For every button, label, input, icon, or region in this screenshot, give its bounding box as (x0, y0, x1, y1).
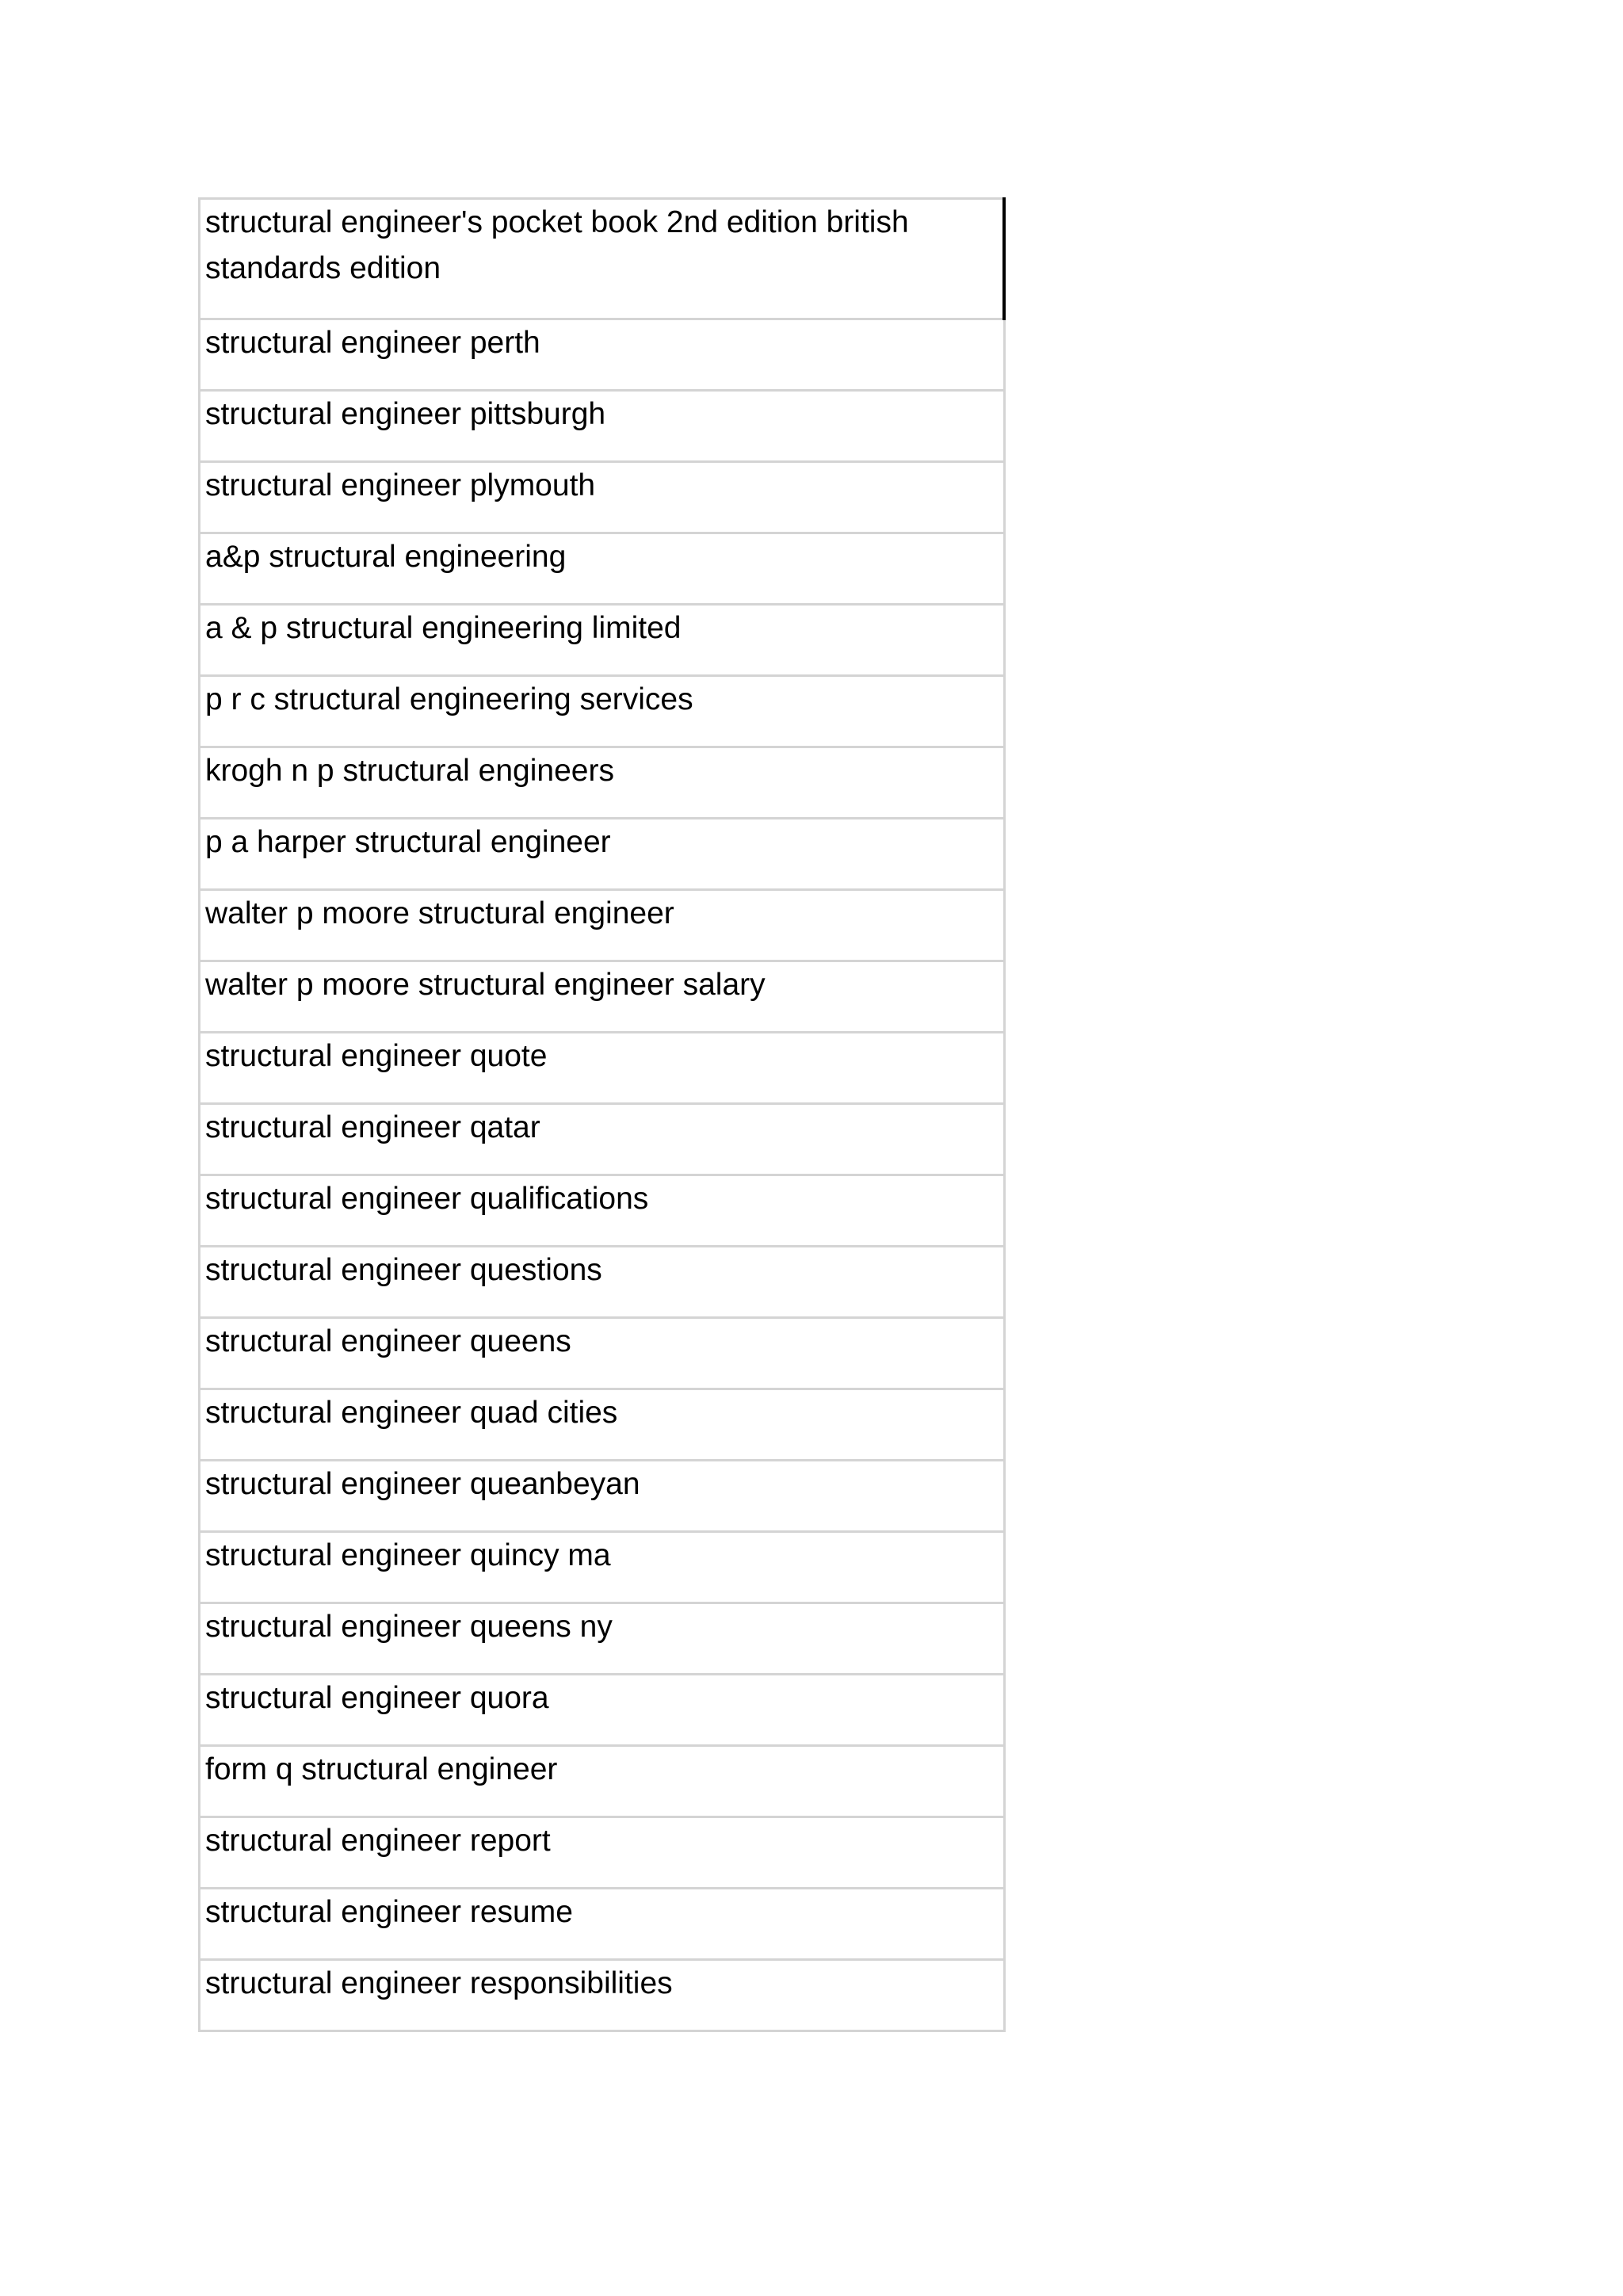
table-cell (200, 1247, 1005, 1318)
table-row (200, 391, 1005, 462)
table-row (200, 1033, 1005, 1104)
cell-text: a&p structural engineering (205, 540, 567, 574)
table-cell (200, 961, 1005, 1033)
table-row (200, 1175, 1005, 1247)
table-row (200, 1532, 1005, 1603)
table-cell (200, 199, 1005, 319)
table-row (200, 961, 1005, 1033)
cell-text: structural engineer quora (205, 1681, 549, 1715)
cell-text: structural engineer's pocket book 2nd edition british standards edition (205, 205, 909, 285)
table-row (200, 199, 1005, 319)
table-cell (200, 1675, 1005, 1746)
cell-text: p r c structural engineering services (205, 682, 693, 716)
table-row (200, 1746, 1005, 1817)
table-cell (200, 1175, 1005, 1247)
table-row (200, 462, 1005, 533)
table-cell (200, 605, 1005, 676)
table-row (200, 1817, 1005, 1889)
table-row (200, 1104, 1005, 1175)
table-cell (200, 319, 1005, 391)
table-cell (200, 747, 1005, 819)
cell-text: p a harper structural engineer (205, 825, 611, 859)
keyword-table (198, 197, 1006, 2032)
table-row (200, 1461, 1005, 1532)
cell-text: walter p moore structural engineer salary (205, 968, 766, 1002)
cell-text: walter p moore structural engineer (205, 896, 674, 930)
table-cell (200, 1104, 1005, 1175)
table-cell (200, 1817, 1005, 1889)
table-cell (200, 462, 1005, 533)
table-cell (200, 533, 1005, 605)
table-row (200, 819, 1005, 890)
cell-text: structural engineer pittsburgh (205, 397, 606, 431)
cell-text: structural engineer queens (205, 1324, 571, 1358)
cell-text: a & p structural engineering limited (205, 611, 682, 645)
table-cell (200, 890, 1005, 961)
table-row (200, 1960, 1005, 2031)
table-row (200, 319, 1005, 391)
cell-text: structural engineer questions (205, 1253, 602, 1287)
cell-text: structural engineer qualifications (205, 1182, 649, 1216)
table-cell (200, 1532, 1005, 1603)
cell-text: krogh n p structural engineers (205, 754, 614, 788)
table-row (200, 1889, 1005, 1960)
table-cell (200, 1889, 1005, 1960)
cell-text: structural engineer queens ny (205, 1610, 613, 1644)
table-row (200, 1318, 1005, 1389)
cell-text: structural engineer quincy ma (205, 1538, 611, 1572)
table-row (200, 1603, 1005, 1675)
cell-text: structural engineer qatar (205, 1110, 540, 1144)
table-cell (200, 391, 1005, 462)
cell-text: structural engineer perth (205, 326, 540, 360)
table-row (200, 676, 1005, 747)
table-row (200, 605, 1005, 676)
cell-text: structural engineer queanbeyan (205, 1467, 640, 1501)
cell-text: structural engineer resume (205, 1895, 573, 1929)
table-cell (200, 676, 1005, 747)
table-row (200, 533, 1005, 605)
cell-text: structural engineer report (205, 1824, 551, 1858)
table-row (200, 1675, 1005, 1746)
table-row (200, 890, 1005, 961)
cell-text: form q structural engineer (205, 1752, 558, 1786)
table-cell (200, 1603, 1005, 1675)
table-cell (200, 1746, 1005, 1817)
cell-text: structural engineer plymouth (205, 468, 596, 502)
table-row (200, 1389, 1005, 1461)
table-cell (200, 1033, 1005, 1104)
table-row (200, 1247, 1005, 1318)
table-cell (200, 1960, 1005, 2031)
table-cell (200, 1389, 1005, 1461)
cell-text: structural engineer responsibilities (205, 1966, 673, 2000)
table-cell (200, 819, 1005, 890)
table-cell (200, 1461, 1005, 1532)
table-cell (200, 1318, 1005, 1389)
table-row (200, 747, 1005, 819)
cell-text: structural engineer quad cities (205, 1396, 618, 1430)
cell-text: structural engineer quote (205, 1039, 548, 1073)
